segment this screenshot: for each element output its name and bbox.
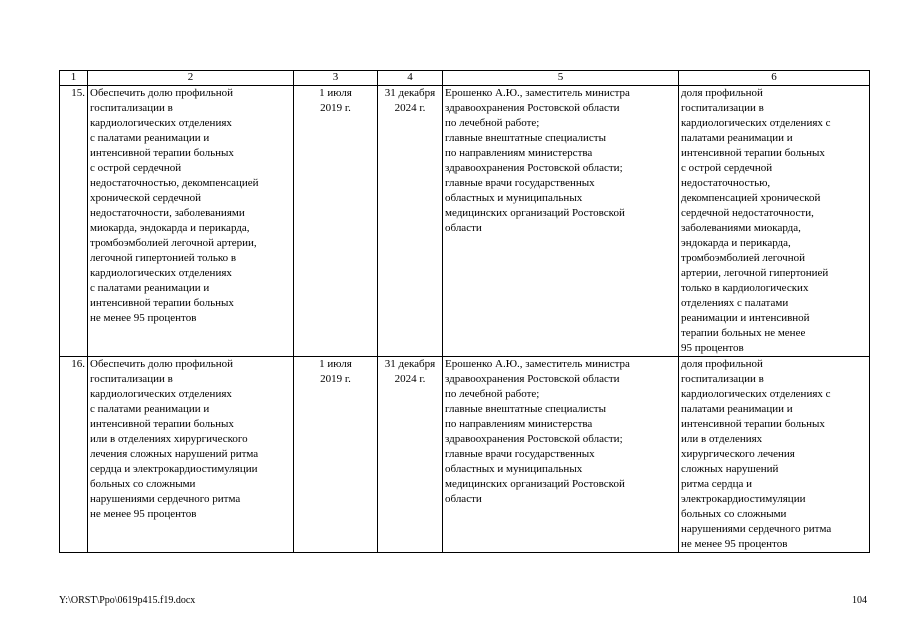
text-line: Ерошенко А.Ю., заместитель министра: [445, 358, 630, 370]
text-line: сложных нарушений: [681, 463, 779, 475]
text-line: сердечной недостаточности,: [681, 207, 814, 219]
text-line: нарушениями сердечного ритма: [681, 523, 832, 535]
text-line: госпитализации в: [90, 102, 173, 114]
text-line: областных и муниципальных: [445, 463, 583, 475]
text-line: областных и муниципальных: [445, 192, 583, 204]
text-line: отделениях с палатами: [681, 297, 789, 309]
text-line: Обеспечить долю профильной: [90, 358, 234, 370]
text-line: главные врачи государственных: [445, 177, 595, 189]
text-line: эндокарда и перикарда,: [681, 237, 791, 249]
text-line: госпитализации в: [90, 373, 173, 385]
text-line: артерии, легочной гипертонией: [681, 267, 829, 279]
text-line: больных со сложными: [681, 508, 787, 520]
measures-table: [59, 70, 870, 553]
text-line: 95 процентов: [681, 342, 744, 354]
text-line: госпитализации в: [681, 373, 764, 385]
text-line: недостаточности, заболеваниями: [90, 207, 245, 219]
text-line: тромбоэмболией легочной: [681, 252, 805, 264]
text-line: 1 июля: [319, 87, 352, 99]
end-date: [378, 357, 443, 553]
text-line: главные внештатные специалисты: [445, 132, 606, 144]
text-line: нарушениями сердечного ритма: [90, 493, 241, 505]
end-date: [378, 86, 443, 357]
text-line: области: [445, 222, 482, 234]
text-line: хронической сердечной: [90, 192, 202, 204]
text-line: интенсивной терапии больных: [681, 418, 825, 430]
header-cell: 4: [378, 71, 443, 86]
text-line: миокарда, эндокарда и перикарда,: [90, 222, 250, 234]
text-line: не менее 95 процентов: [681, 538, 788, 550]
text-line: электрокардиостимуляции: [681, 493, 806, 505]
text-line: палатами реанимации и: [681, 132, 793, 144]
text-line: кардиологических отделениях: [90, 117, 232, 129]
row-number: 15.: [60, 86, 88, 357]
text-line: сердца и электрокардиостимуляции: [90, 463, 258, 475]
text-line: интенсивной терапии больных: [90, 297, 234, 309]
header-cell: 3: [294, 71, 378, 86]
text-line: или в отделениях хирургического: [90, 433, 248, 445]
text-line: с палатами реанимации и: [90, 132, 210, 144]
text-line: кардиологических отделениях: [90, 388, 232, 400]
text-line: интенсивной терапии больных: [90, 147, 234, 159]
task-cell: [88, 86, 294, 357]
text-line: лечения сложных нарушений ритма: [90, 448, 259, 460]
text-line: кардиологических отделениях с: [681, 117, 831, 129]
text-line: доля профильной: [681, 358, 763, 370]
text-line: реанимации и интенсивной: [681, 312, 810, 324]
text-line: по лечебной работе;: [445, 117, 540, 129]
text-line: здравоохранения Ростовской области: [445, 373, 620, 385]
header-cell: 2: [88, 71, 294, 86]
text-line: интенсивной терапии больных: [90, 418, 234, 430]
text-line: недостаточностью,: [681, 177, 771, 189]
text-line: только в кардиологических: [681, 282, 809, 294]
text-line: по лечебной работе;: [445, 388, 540, 400]
text-line: кардиологических отделениях: [90, 267, 232, 279]
text-line: доля профильной: [681, 87, 763, 99]
text-line: Ерошенко А.Ю., заместитель министра: [445, 87, 630, 99]
text-line: с палатами реанимации и: [90, 282, 210, 294]
text-line: 31 декабря: [384, 87, 436, 99]
header-row: [60, 71, 870, 86]
text-line: главные врачи государственных: [445, 448, 595, 460]
text-line: или в отделениях: [681, 433, 763, 445]
responsible-cell: [443, 86, 679, 357]
text-line: интенсивной терапии больных: [681, 147, 825, 159]
text-line: Обеспечить долю профильной: [90, 87, 234, 99]
text-line: 1 июля: [319, 358, 352, 370]
header-cell: 5: [443, 71, 679, 86]
text-line: ритма сердца и: [681, 478, 752, 490]
header-cell: 1: [60, 71, 88, 86]
indicator-cell: [679, 357, 870, 553]
task-cell: [88, 357, 294, 553]
text-line: области: [445, 493, 482, 505]
text-line: здравоохранения Ростовской области;: [445, 433, 623, 445]
text-line: больных со сложными: [90, 478, 196, 490]
text-line: заболеваниями миокарда,: [681, 222, 801, 234]
text-line: 31 декабря: [384, 358, 436, 370]
text-line: с острой сердечной: [681, 162, 773, 174]
text-line: 2024 г.: [394, 102, 426, 114]
start-date: [294, 357, 378, 553]
text-line: медицинских организаций Ростовской: [445, 478, 625, 490]
text-line: не менее 95 процентов: [90, 312, 197, 324]
text-line: тромбоэмболией легочной артерии,: [90, 237, 257, 249]
responsible-cell: [443, 357, 679, 553]
text-line: главные внештатные специалисты: [445, 403, 606, 415]
text-line: по направлениям министерства: [445, 418, 593, 430]
text-line: по направлениям министерства: [445, 147, 593, 159]
start-date: [294, 86, 378, 357]
indicator-cell: [679, 86, 870, 357]
text-line: 2024 г.: [394, 373, 426, 385]
text-line: госпитализации в: [681, 102, 764, 114]
header-cell: 6: [679, 71, 870, 86]
table-row: [60, 357, 870, 553]
table-row: [60, 86, 870, 357]
text-line: терапии больных не менее: [681, 327, 806, 339]
text-line: хирургического лечения: [681, 448, 795, 460]
file-path: Y:\ORST\Ppo\0619p415.f19.docx: [59, 595, 196, 606]
text-line: кардиологических отделениях с: [681, 388, 831, 400]
text-line: 2019 г.: [320, 373, 351, 385]
text-line: легочной гипертонией только в: [90, 252, 237, 264]
text-line: декомпенсацией хронической: [681, 192, 821, 204]
text-line: здравоохранения Ростовской области: [445, 102, 620, 114]
text-line: медицинских организаций Ростовской: [445, 207, 625, 219]
page-number: 104: [852, 595, 867, 606]
text-line: палатами реанимации и: [681, 403, 793, 415]
row-number: 16.: [60, 357, 88, 553]
text-line: с острой сердечной: [90, 162, 182, 174]
text-line: 2019 г.: [320, 102, 351, 114]
text-line: недостаточностью, декомпенсацией: [90, 177, 259, 189]
text-line: не менее 95 процентов: [90, 508, 197, 520]
text-line: здравоохранения Ростовской области;: [445, 162, 623, 174]
text-line: с палатами реанимации и: [90, 403, 210, 415]
